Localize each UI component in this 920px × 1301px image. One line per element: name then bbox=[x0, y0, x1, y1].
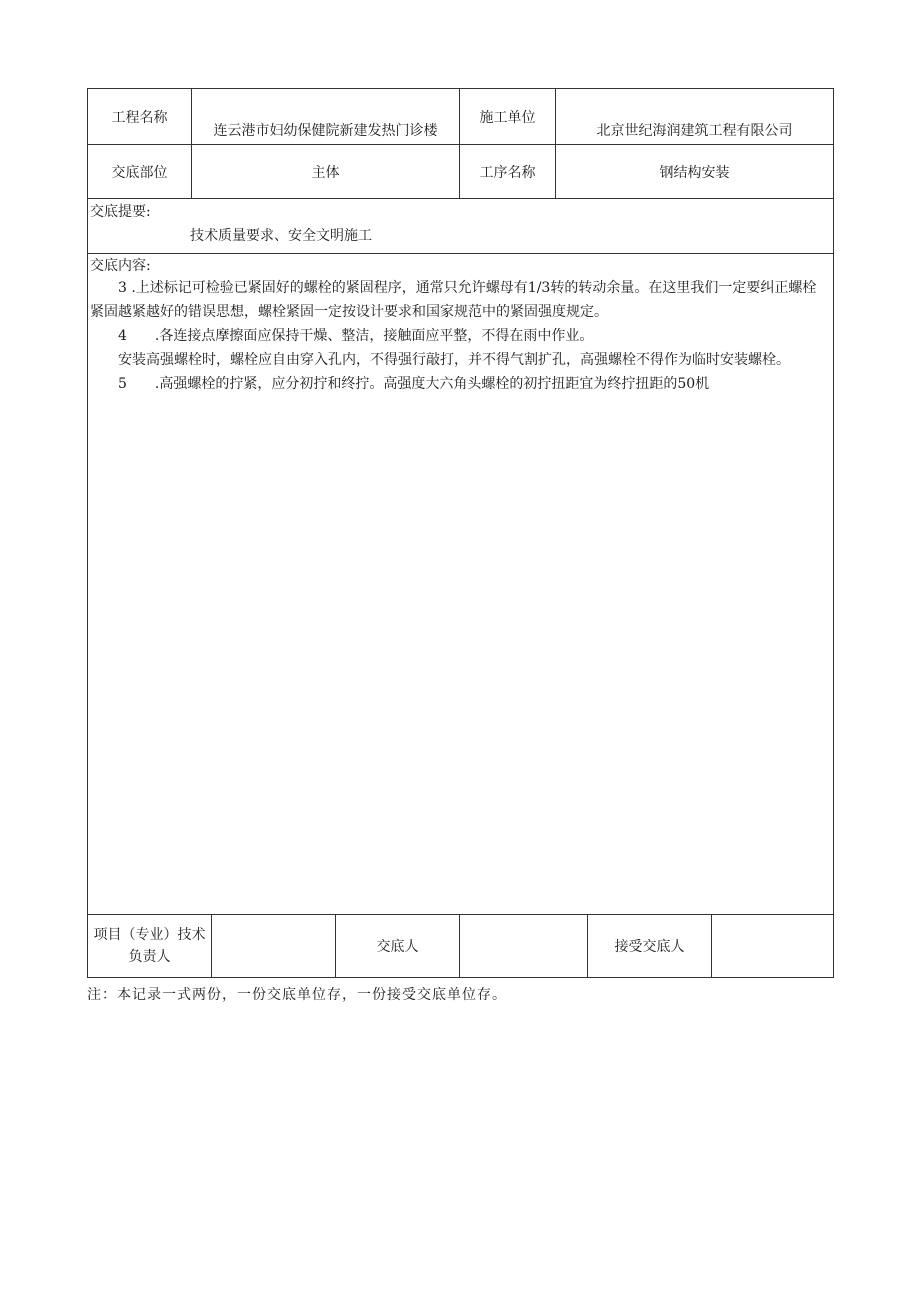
project-name-value: 连云港市妇幼保健院新建发热门诊楼 bbox=[192, 89, 460, 145]
row-content bbox=[88, 254, 834, 915]
row-part bbox=[88, 145, 834, 199]
constructor-label: 施工单位 bbox=[460, 89, 556, 145]
receiver-signature-field[interactable] bbox=[712, 915, 834, 978]
tech-lead-label bbox=[88, 915, 212, 978]
summary-label: 交底提要: bbox=[90, 204, 151, 220]
content-paragraph: 3 .上述标记可检验已紧固好的螺栓的紧固程序，通常只允许螺母有1/3转的转动余量。在这里我们一定要纠正螺栓紧固越紧越好的错误思想，螺栓紧固一定按设计要求和国家规范中的紧固强度规定。 bbox=[90, 280, 817, 320]
form-table bbox=[87, 88, 834, 978]
row-signatures bbox=[88, 915, 834, 978]
tech-lead-label-line2: 负责人 bbox=[128, 949, 171, 965]
part-value: 主体 bbox=[192, 145, 460, 199]
discloser-label: 交底人 bbox=[336, 915, 460, 978]
content-label: 交底内容: bbox=[90, 258, 151, 274]
disclosure-form bbox=[87, 88, 833, 1004]
receiver-label: 接受交底人 bbox=[588, 915, 712, 978]
summary-text: 技术质量要求、安全文明施工 bbox=[190, 228, 372, 244]
row-summary bbox=[88, 199, 834, 254]
content-paragraph: 5 .高强螺栓的拧紧，应分初拧和终拧。高强度大六角头螺栓的初拧扭距宜为终拧扭距的50机 bbox=[118, 376, 710, 392]
content-cell bbox=[88, 254, 834, 915]
tech-lead-signature-field[interactable] bbox=[212, 915, 336, 978]
discloser-signature-field[interactable] bbox=[460, 915, 588, 978]
footnote: 注：本记录一式两份，一份交底单位存，一份接受交底单位存。 bbox=[87, 987, 507, 1003]
part-label: 交底部位 bbox=[88, 145, 192, 199]
tech-lead-label-line1: 项目（专业）技术 bbox=[93, 927, 206, 943]
process-label: 工序名称 bbox=[460, 145, 556, 199]
content-paragraph: 4 .各连接点摩擦面应保持干燥、整洁，接触面应平整，不得在雨中作业。 bbox=[118, 328, 594, 344]
project-name-label: 工程名称 bbox=[88, 89, 192, 145]
summary-cell bbox=[88, 199, 834, 254]
constructor-value: 北京世纪海润建筑工程有限公司 bbox=[556, 89, 834, 145]
content-paragraph: 安装高强螺栓时，螺栓应自由穿入孔内，不得强行敲打，并不得气割扩孔，高强螺栓不得作为临时安装螺栓。 bbox=[118, 352, 790, 368]
row-project bbox=[88, 89, 834, 145]
process-value: 钢结构安装 bbox=[556, 145, 834, 199]
